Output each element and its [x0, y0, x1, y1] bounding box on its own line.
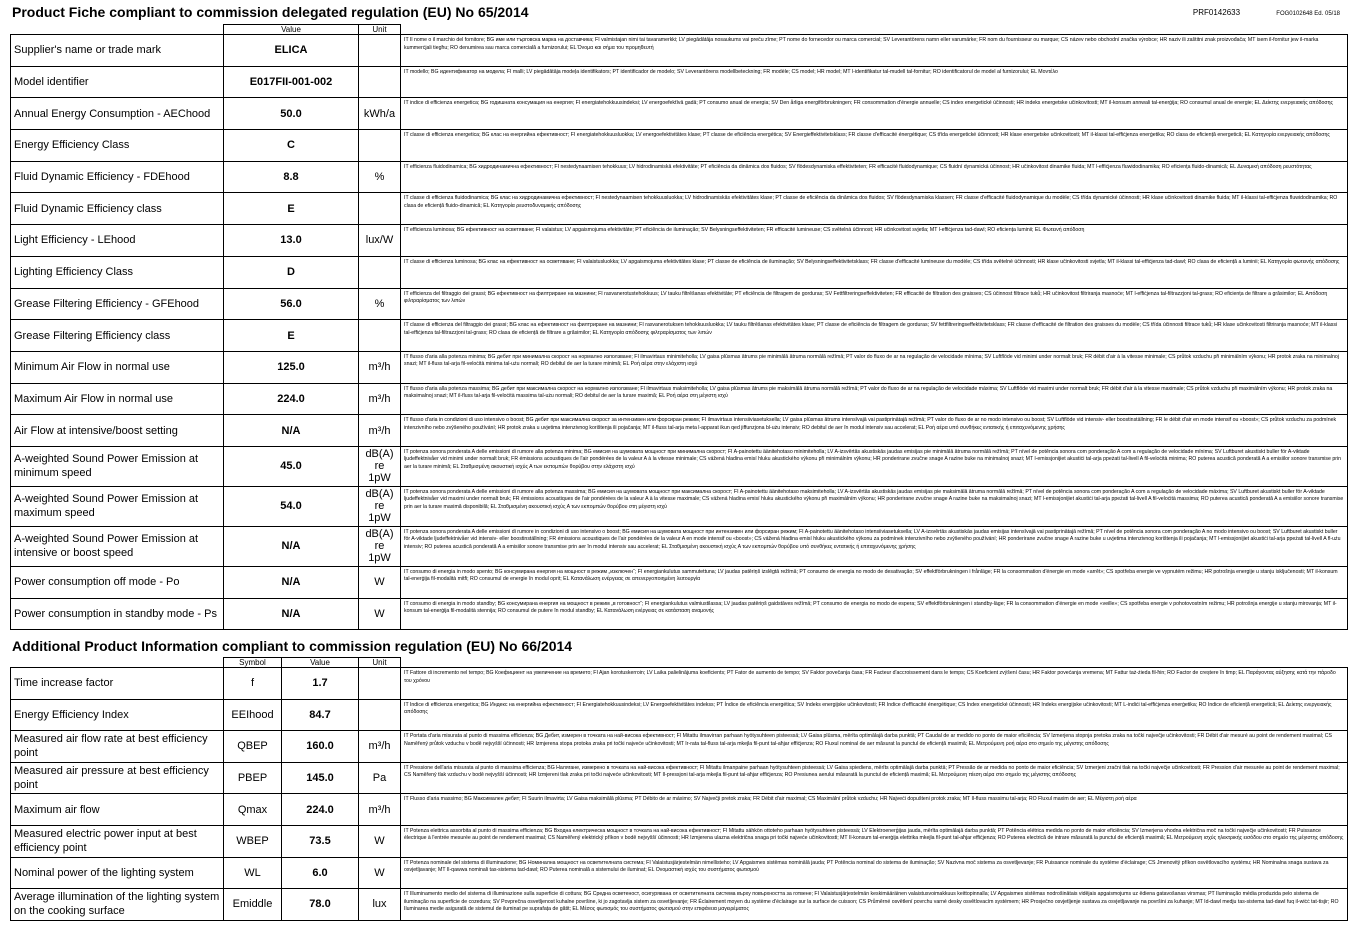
parameter-unit: [359, 668, 401, 700]
parameter-translations: IT classe di efficienza fluidodinamica; BG клас на хидродинамична ефективност; FI nestedynaamisen tehokkuusluokka; LV hidrodinamiskās efektivitātes klase; PT classe de eficiência da dinâmica dos fluidos; SV flödesdynamiska klassen; FR classe d'efficacité fluidodynamique du modèle; CS třída dynamické účinnosti; HR klase učinkovitosti dinamike fluida; MT il-klassi tal-effiċjenza fluwidodinamika; RO clasa de eficiență fluido-dinamică; EL Κατηγορία ρευστοδυναμικής απόδοσης: [401, 193, 1348, 225]
parameter-value: 145.0: [282, 762, 359, 794]
parameter-translations: IT potenza sonora ponderata A delle emissioni di rumore in condizioni di uso intensivo o boost; BG емисия на шумовата мощност при интензивен или форсиран режим; FI A-painotettu äänitehotaso intensiiviasetuksella; LV A-izsvērtās akustiskās jaudas emisijas intensīvajā vai pastiprinātajā režīmā; PT nível de potência sonora com ponderação A no modo intensivo ou boost; SV Luftburet akustiskt buller för A-viktade ljudeffektnivåer vid intensiv- eller boostinställning; FR émissions acoustiques de l'air pondérées de la valeur A en mode intensif ou «boost»; CS vážená hladina emisí hluku akustického výkonu za podmínek intenzivního nebo zvýšeného používání; HR ponderirane zvučne snage A razine buke u uvjetima intenzivnog korištenja ili pojačanja; MT l-emissjonijiet akustiċi tal-arja ppeżati tal-livell A fl-użu intensiv; RO puterea acustică ponderată A a emisiilor sonore transmise prin aer în modul intensiv sau accelerat; EL Σταθμισμένη ακουστική ισχύς Α των εκπομπών θορύβου υπό συνθήκες εντατικής ή επιταχυνόμενης χρήσης: [401, 526, 1348, 566]
fiche-row: [11, 98, 1348, 130]
parameter-unit: dB(A) re 1pW: [359, 526, 401, 566]
parameter-translations: IT Flusso d'aria massimo; BG Максимален дебит; FI Suurin ilmavirta; LV Gaisa maksimālā plūsma; PT Débito de ar máximo; SV Največji pretok zraka; FR Débit d'air maximal; CS Maximální průtok vzduchu; HR Najveći dopušteni protok zraka; MT Il-fluss massimu tal-arja; RO Fluxul maxim de aer; EL Μέγιστη ροή αέρα: [401, 794, 1348, 826]
additional-header-row: [11, 658, 1348, 668]
parameter-unit: [359, 699, 401, 731]
parameter-translations: IT classe di efficienza luminosa; BG клас на ефективност на осветяване; FI valaistusluokka; LV apgaismojuma efektivitātes klase; PT classe de eficiência de iluminação; SV Belysningseffektivitetsklass; FR classe d'efficacité lumineuse du modèle; CS třída světelné účinnosti; HR klase učinkovitosti svjetla; MT il-klassi tal-effiċjenza tad-dawl; RO clasa de eficiență a luminii; EL Κατηγορία φωτεινής απόδοσης: [401, 256, 1348, 288]
additional-info-title: Additional Product Information compliant to commission regulation (EU) No 66/2014: [12, 638, 573, 654]
parameter-unit: [359, 35, 401, 67]
parameter-unit: m³/h: [359, 351, 401, 383]
additional-row: [11, 668, 1348, 700]
parameter-unit: m³/h: [359, 731, 401, 763]
parameter-symbol: EEIhood: [224, 699, 282, 731]
parameter-translations: IT Pressione dell'aria misurata al punto di massima efficienza; BG Налягане, измерено в точката на най-висока ефективност; FI Mitattu ilmanpaine parhaan hyötysuhteen pisteessä; LV Gaisa spiediens, mērīts optimālajā darba punktā; PT Pressão de ar medida no ponto de maior eficiência; SV Izmerjeni zračni tlak na točki največje učinkovitosti; FR Pression d'air mesurée au point de rendement maximal; CS Naměřený tlak vzduchu v bodě nejvyšší účinnosti; HR Izmjereni tlak zraka pri točki najveće učinkovitosti; MT Il-pressjoni tal-arja mkejla fil-punt tal-aħjar effiċjenza; RO Presiunea aerului măsurată la punctul de eficiență maximă; EL Μετρούμενη πίεση αέρα στο σημείο της μέγιστης απόδοσης: [401, 762, 1348, 794]
parameter-translations: IT Portata d'aria misurata al punto di massima efficienza; BG Дебит, измерен в точката на най-висока ефективност; FI Mitattu ilmavirran parhaan hyötysuhteen pisteessä; LV Gaisa plūsma, mērīta optimālajā darba punktā; PT Caudal de ar medido no ponto de maior eficiência; SV Izmerjena stopnja pretoka zraka na točki največje učinkovitosti; FR Débit d'air mesuré au point de rendement maximal; CS Naměřený průtok vzduchu v bodě nejvyšší účinnosti; HR Izmjerena stopa protoka zraka pri točki najveće učinkovitosti; MT Ir-rata tal-fluss tal-arja mkejla fil-punt tal-aħjar effiċjenza; RO Fluxul nominal de aer măsurat la punctul de eficiență maximă; EL Μετρούμενη ροή αέρα στο σημείο της μέγιστης απόδοσης: [401, 731, 1348, 763]
parameter-value: 224.0: [224, 383, 359, 415]
parameter-label: Measured electric power input at best efficiency point: [11, 825, 224, 857]
fiche-row: [11, 256, 1348, 288]
header-value: Value: [282, 658, 359, 668]
parameter-unit: [359, 320, 401, 352]
parameter-translations: IT Illuminamento medio del sistema di illuminazione sulla superficie di cottura; BG Средна осветеност, осигурявана от осветителната система върху повърхността за готвене; FI Valaistusjärjestelmän keskimääräinen valaistusvoimakkuus keittopinnalla; LV Apgaismes sistēmas nodrošinātais vidējais apgaismojums uz ēdiena gatavošanas virsmas; PT Iluminação média produzida pelo sistema de iluminação na superfície de cozedura; SV Povprečna osvetljenost kuhalne površine, ki jo zagotavlja sistem za osvetljevanje; FR Éclairement moyen du système d'éclairage sur la surface de cuisson; CS Průměrné osvětlení povrchu varné desky osvětlovacím systémem; HR Prosječno osvjetljenje sustava za osvjetljavanje na površini za kuhanje; MT Id-dawl medju tas-sistema tad-dawl fuq il-wiċċ tat-tisjir; RO Iluminarea medie asigurată de sistemul de iluminat pe suprafața de gătit; EL Μέσος φωτισμός του συστήματος φωτισμού στην επιφάνεια μαγειρέματος: [401, 889, 1348, 921]
parameter-label: A-weighted Sound Power Emission at intensive or boost speed: [11, 526, 224, 566]
parameter-unit: lux/W: [359, 225, 401, 257]
fiche-row: [11, 288, 1348, 320]
parameter-translations: IT Il nome o il marchio del fornitore; BG име или търговска марка на доставчика; FI valmistajan nimi tai tavaramerkki; LV piegādātāja nosaukums vai preču zīme; PT nome do fornecedor ou marca comercial; SV Leverantörens namn eller varumärke; FR nom du fournisseur ou marque; CS název nebo obchodní značka výrobce; HR naziv ili zaštitni znak proizvođača; MT isem il-fornitur jew il-marka kummerċjali tiegħu; RO denumirea sau marca comercială a furnizorului; EL Όνομα και σήμα του προμηθευτή: [401, 35, 1348, 67]
parameter-value: 56.0: [224, 288, 359, 320]
doc-ref-edition: FOG0102648 Ed. 05/18: [1276, 11, 1340, 17]
parameter-unit: m³/h: [359, 383, 401, 415]
parameter-translations: IT modello; BG идентификатор на модела; FI malli; LV piegādātāja modeļa identifikators; PT identificador de modelo; SV Leverantörens modellbeteckning; FR modèle; CS model; HR model; MT l-identifikatur tal-mudell tal-fornitur; RO identificatorul de model al furnizorului; EL Μοντέλο: [401, 66, 1348, 98]
parameter-value: 45.0: [224, 446, 359, 486]
parameter-label: Light Efficiency - LEhood: [11, 225, 224, 257]
parameter-label: Supplier's name or trade mark: [11, 35, 224, 67]
parameter-unit: [359, 193, 401, 225]
parameter-unit: %: [359, 161, 401, 193]
parameter-value: 54.0: [224, 486, 359, 526]
parameter-translations: IT flusso d'aria in condizioni di uso intensivo o boost; BG дебит при максимална скорост за интензивен или форсиран режим; FI ilmavirtaus intensiiviasetuksella; LV gaisa plūsmas ātrums intensīvajā vai pastiprinātajā režīmā; PT valor do fluxo de ar no modo intensivo ou boost; SV Luftflöde vid intensiv- eller boostinställning; FR le débit d'air en mode intensif ou «boost»; CS průtok vzduchu za podmínek intenzivního nebo zvýšeného používání; HR protok zraka u uvjetima intenzivnog korištenja ili pojačanja; MT il-fluss tal-arja meta l-apparat ikun qed jiffunzjona bl-użu intensiv; RO debitul de aer în modul intensiv sau accelerat; EL Ροή αέρα υπό συνθήκες εντατικής ή επιταχυνόμενης χρήσης: [401, 415, 1348, 447]
parameter-label: Fluid Dynamic Efficiency - FDEhood: [11, 161, 224, 193]
additional-info-table: [10, 657, 1348, 921]
parameter-label: Lighting Efficiency Class: [11, 256, 224, 288]
parameter-translations: IT Potenza nominale del sistema di illuminazione; BG Номинална мощност на осветителната система; FI Valaistusjärjestelmän nimellisteho; LV Apgaismes sistēmas nominālā jauda; PT Potência nominal do sistema de iluminação; SV Nazivna moč sistema za osvetljevanje; FR Puissance nominale du système d'éclairage; CS Jmenovitý příkon osvětlovacího systému; HR Nominalna snaga sustava za osvjetljavanje; MT Il-qawwa nominali tas-sistema tad-dawl; RO Puterea nominală a sistemului de iluminat; EL Ονομαστική ισχύς του συστήματος φωτισμού: [401, 857, 1348, 889]
fiche-row: [11, 193, 1348, 225]
parameter-unit: W: [359, 857, 401, 889]
parameter-symbol: WL: [224, 857, 282, 889]
parameter-unit: dB(A) re 1pW: [359, 446, 401, 486]
additional-row: [11, 762, 1348, 794]
additional-row: [11, 699, 1348, 731]
fiche-row: [11, 486, 1348, 526]
parameter-translations: IT Fattore di incremento nel tempo; BG Коефициент на увеличение на времето; FI Ajan korotuskerroin; LV Laika palielinājuma koeficients; PT Fator de aumento de tempo; SV Faktor povečanja časa; FR Facteur d'accroissement dans le temps; CS Koeficient zvýšení času; HR Faktor povećanja vremena; MT Fattur taż-żieda fil-ħin; RO Factor de creștere în timp; EL Παράγοντας αύξησης κατά την πάροδο του χρόνου: [401, 668, 1348, 700]
additional-row: [11, 889, 1348, 921]
fiche-row: [11, 526, 1348, 566]
parameter-unit: %: [359, 288, 401, 320]
parameter-unit: dB(A) re 1pW: [359, 486, 401, 526]
parameter-label: Maximum Air Flow in normal use: [11, 383, 224, 415]
fiche-row: [11, 35, 1348, 67]
parameter-translations: IT efficienza del filtraggio dei grassi; BG ефективност на филтриране на мазнини; FI rasvanerotustehokkuus; LV tauku filtrēšanas efektivitāte; PT eficiência de filtragem de gorduras; SV Fettfiltreringseffektiviteten; FR efficacité de filtration des graisses; CS účinnost filtrace tuků; HR učinkovitost filtriranja masnoće; MT l-effiċjenza tal-filtrazzjoni tal-grass; RO eficiența de filtrare a grăsimilor; EL Απόδοση φιλτραρίσματος των λιπών: [401, 288, 1348, 320]
fiche-row: [11, 320, 1348, 352]
parameter-label: Air Flow at intensive/boost setting: [11, 415, 224, 447]
parameter-label: Time increase factor: [11, 668, 224, 700]
parameter-label: Energy Efficiency Class: [11, 130, 224, 162]
parameter-label: A-weighted Sound Power Emission at minimum speed: [11, 446, 224, 486]
parameter-value: ELICA: [224, 35, 359, 67]
parameter-value: 78.0: [282, 889, 359, 921]
parameter-label: Measured air flow rate at best efficiency point: [11, 731, 224, 763]
doc-ref-code: PRF0142633: [1192, 8, 1241, 17]
parameter-unit: [359, 66, 401, 98]
parameter-value: N/A: [224, 526, 359, 566]
parameter-value: E: [224, 320, 359, 352]
fiche-row: [11, 351, 1348, 383]
parameter-unit: W: [359, 598, 401, 630]
additional-row: [11, 794, 1348, 826]
parameter-unit: [359, 130, 401, 162]
parameter-unit: W: [359, 825, 401, 857]
fiche-row: [11, 415, 1348, 447]
parameter-translations: IT Potenza elettrica assorbita al punto di massima efficienza; BG Входна електрическа мощност в точката на най-висока ефективност; FI Mitattu sähkön ottoteho parhaan hyötysuhteen pisteessä; LV Elektroenerģijas jauda, mērīta optimālajā darba punktā; PT Potência elétrica medida no ponto de maior eficiência; SV Izmerjena vhodna električna moč na točki največje učinkovitosti; FR Puissance électrique à l'entrée mesurée au point de rendement maximal; CS Naměřený elektrický příkon v bodě nejvyšší účinnosti; HR Izmjerena ulazna električna snaga pri točki najveće učinkovitosti; MT Il-konsum tal-enerġija elettrika mkejla fil-punt tal-aħjar effiċjenza; RO Puterea electrică de intrare măsurată la punctul de eficiență maximă; EL Μετρούμενη ισχύς ηλεκτρικής εισόδου στο σημείο της μέγιστης απόδοσης: [401, 825, 1348, 857]
fiche-header-row: [11, 25, 1348, 35]
fiche-title: Product Fiche compliant to commission delegated regulation (EU) No 65/2014: [12, 4, 529, 20]
parameter-label: Grease Filtering Efficiency class: [11, 320, 224, 352]
parameter-value: 224.0: [282, 794, 359, 826]
parameter-label: Average illumination of the lighting system on the cooking surface: [11, 889, 224, 921]
parameter-value: 6.0: [282, 857, 359, 889]
parameter-translations: IT consumo di energia in modo standby; BG консумирана енергия на мощност в режим „в готовност“; FI energiankulutus valmiustilassa; LV jaudas patēriņš gaidstāves režīmā; PT consumo de energia no modo de espera; SV effektförbrukningen i standby-läge; FR la consommation d'énergie en mode «veille»; CS spotřeba energie v pohotovostním režimu; HR potrošnja energije u stanju mirovanja; MT il-konsum tal-enerġija fil-modalità stennija; RO consumul de putere în modul standby; EL Κατανάλωση ενέργειας σε κατάσταση αναμονής: [401, 598, 1348, 630]
parameter-value: 50.0: [224, 98, 359, 130]
parameter-translations: IT consumo di energia in modo spento; BG консумирана енергия на мощност в режим „изключен“; FI energiankulutus sammutettuna; LV jaudas patēriņš izslēgtā režīmā; PT consumo de energia no modo de desativação; SV effektförbrukningen i frånläge; FR la consommation d'énergie en mode «arrêt»; CS spotřeba energie ve vypnutém režimu; HR potrošnja energije u stanju isključenosti; MT il-konsum tal-enerġija fil-modalità mitfi; RO consumul de energie în modul oprit; EL Κατανάλωση ενέργειας σε απενεργοποιημένη λειτουργία: [401, 566, 1348, 598]
parameter-unit: m³/h: [359, 415, 401, 447]
fiche-row: [11, 225, 1348, 257]
header-blank: [11, 25, 224, 35]
header-symbol: Symbol: [224, 658, 282, 668]
parameter-label: Fluid Dynamic Efficiency class: [11, 193, 224, 225]
parameter-translations: IT flusso d'aria alla potenza minima; BG дебит при минимална скорост на нормално използване; FI ilmavirtaus minimiteholla; LV gaisa plūsmas ātrums pie minimālā ātruma normālā režīmā; PT valor do fluxo de ar na regulação de velocidade mínima; SV Luftflöde vid minimi under normalt bruk; FR débit d'air à la vitesse minimale; CS průtok vzduchu při minimálním výkonu; HR protok zraka na minimalnoj snazi; MT il-fluss tal-arja fil-veloċità minima tal-użu normali; RO debitul de aer la turare minimă; EL Ροή αέρα στην ελάχιστη ισχύ: [401, 351, 1348, 383]
fiche-row: [11, 446, 1348, 486]
parameter-value: 13.0: [224, 225, 359, 257]
parameter-value: N/A: [224, 415, 359, 447]
fiche-row: [11, 566, 1348, 598]
parameter-symbol: Qmax: [224, 794, 282, 826]
parameter-label: Minimum Air Flow in normal use: [11, 351, 224, 383]
parameter-label: A-weighted Sound Power Emission at maximum speed: [11, 486, 224, 526]
header-unit: Unit: [359, 658, 401, 668]
parameter-unit: [359, 256, 401, 288]
parameter-label: Power consumption off mode - Po: [11, 566, 224, 598]
parameter-label: Measured air pressure at best efficiency point: [11, 762, 224, 794]
header-blank: [401, 658, 1348, 668]
additional-row: [11, 825, 1348, 857]
fiche-row: [11, 383, 1348, 415]
parameter-label: Energy Efficiency Index: [11, 699, 224, 731]
header-unit: Unit: [359, 25, 401, 35]
parameter-value: 1.7: [282, 668, 359, 700]
fiche-row: [11, 66, 1348, 98]
parameter-unit: m³/h: [359, 794, 401, 826]
parameter-value: 84.7: [282, 699, 359, 731]
parameter-translations: IT indice di efficienza energetica; BG годишната консумация на енергия; FI energiatehokkuusindeksi; LV energoefektīvā gadā; PT consumo anual de energia; SV Den årliga energiförbrukningen; FR consommation d'énergie annuelle; CS index energetické účinnosti; HR indeks energetske učinkovitosti; MT il-konsum annwali tal-enerġija; RO consumul anual de energie; EL Δείκτης ενεργειακής απόδοσης: [401, 98, 1348, 130]
parameter-value: C: [224, 130, 359, 162]
parameter-value: N/A: [224, 598, 359, 630]
parameter-symbol: PBEP: [224, 762, 282, 794]
parameter-label: Annual Energy Consumption - AEChood: [11, 98, 224, 130]
parameter-unit: lux: [359, 889, 401, 921]
document-references: [1171, 8, 1340, 17]
additional-row: [11, 731, 1348, 763]
parameter-translations: IT potenza sonora ponderata A delle emissioni di rumore alla potenza massima; BG емисия на шумовата мощност при максимална скорост; FI A-painotettu äänitehotaso maksimiteholla; LV A-izsvērtās akustiskās jaudas emisijas pie maksimālā ātruma normālā režīmā; PT nível de potência sonora com ponderação A com a regulação de velocidade máxima; SV Luftburet akustiskt buller för A-viktade ljudeffektnivåer vid maximi under normalt bruk; FR émissions acoustiques de l'air pondérées de la valeur A à la vitesse maximale; CS vážená hladina emisí hluku akustického výkonu při maximálním výkonu; HR ponderirane zvučne snage A razine buke na maksimalnoj snazi; MT l-emissjonijiet akustiċi tal-arja ppeżati tal-livell A fil-veloċità massima; RO puterea acustică ponderată A a emisiilor sonore transmise prin aer la turare maximă disponibilă; EL Σταθμισμένη ακουστική ισχύς Α των εκπομπών θορύβου στη μέγιστη ισχύ: [401, 486, 1348, 526]
parameter-translations: IT Indice di efficienza energetica; BG Индекс на енергийна ефективност; FI Energiatehokkuusindeksi; LV Energoefektivitātes indekss; PT Índice de eficiência energética; SV Indeks energijske učinkovitosti; FR Indice d'efficacité énergétique; CS Index energetické účinnosti; HR Indeks energijske učinkovitosti; MT L-indiċi tal-effiċjenza enerġetika; RO Indice de eficiență energetică; EL Δείκτης ενεργειακής απόδοσης: [401, 699, 1348, 731]
header-blank: [401, 25, 1348, 35]
parameter-translations: IT classe di efficienza del filtraggio dei grassi; BG клас на ефективност на филтриране на мазнини; FI rasvanerotuksen tehokkuusluokka; LV tauku filtrēšanas efektivitātes klase; PT classe de eficiência de filtragem de gorduras; SV fettfiltreringseffektivitetsklass; FR classe d'efficacité de filtration des graisses du modèle; CS třída účinnosti filtrace tuků; HR klase učinkovitosti filtriranja masnoće; MT il-klassi tal-effiċjenza tal-filtrazzjoni tal-grass; RO clasa de eficiență de filtrare a grăsimilor; EL Κατηγορία απόδοσης φιλτραρίσματος των λιπών: [401, 320, 1348, 352]
parameter-translations: IT efficienza fluidodinamica; BG хидродинамична ефективност; FI nestedynaamisen tehokkuus; LV hidrodinamiskā efektivitāte; PT eficiência da dinâmica dos fluidos; SV flödesdynamiska effektiviteten; FR efficacité fluidodynamique; CS fluidní dynamická účinnost; HR učinkovitost dinamike fluida; MT l-effiċjenza fluwidodinamika; RO eficiența fluido-dinamică; EL Δυναμική απόδοση ρευστότητας: [401, 161, 1348, 193]
parameter-label: Model identifier: [11, 66, 224, 98]
parameter-symbol: Emiddle: [224, 889, 282, 921]
parameter-translations: IT potenza sonora ponderata A delle emissioni di rumore alla potenza minima; BG емисия на шумовата мощност при минимална скорост; FI A-painotettu äänitehotaso minimiteholla; LV A-izsvērtās akustiskās jaudas emisijas pie minimālā ātruma normālā režīmā; PT nível de potência sonora com ponderação A com a regulação de velocidade mínima; SV Luftburet akustiskt buller för A-viktade ljudeffektnivåer vid minimi under normalt bruk; FR émissions acoustiques de l'air pondérées de la valeur A à la vitesse minimale; CS vážená hladina emisí hluku akustického výkonu při minimálním výkonu; HR ponderirane zvučne snage A razine buke na minimalnoj snazi; MT l-emissjonijiet akustiċi tal-arja ppeżati tal-livell A fil-veloċità minima; RO puterea acustică ponderată A a emisiilor sonore transmise prin aer la turare minimă; EL Σταθμισμένη ακουστική ισχύς Α των εκπομπών θορύβου στην ελάχιστη ισχύ: [401, 446, 1348, 486]
header-blank: [11, 658, 224, 668]
parameter-value: 125.0: [224, 351, 359, 383]
parameter-unit: Pa: [359, 762, 401, 794]
parameter-value: E: [224, 193, 359, 225]
parameter-symbol: QBEP: [224, 731, 282, 763]
additional-row: [11, 857, 1348, 889]
parameter-symbol: f: [224, 668, 282, 700]
fiche-row: [11, 598, 1348, 630]
product-fiche-table: [10, 24, 1348, 630]
parameter-value: 8.8: [224, 161, 359, 193]
parameter-symbol: WBEP: [224, 825, 282, 857]
parameter-value: 160.0: [282, 731, 359, 763]
parameter-translations: IT classe di efficienza energetica; BG клас на енергийна ефективност; FI energiatehokkuusluokka; LV energoefektivitātes klase; PT classe de eficiência energética; SV Energieffektivitetsklass; FR classe d'efficacité énergétique; CS třída energetické účinnosti; HR klase energetske učinkovitosti; MT il-klassi tal-effiċjenza enerġetika; RO clasa de eficiență energetică; EL Κατηγορία ενεργειακής απόδοσης: [401, 130, 1348, 162]
parameter-label: Maximum air flow: [11, 794, 224, 826]
fiche-row: [11, 161, 1348, 193]
parameter-unit: W: [359, 566, 401, 598]
parameter-value: D: [224, 256, 359, 288]
header-value: Value: [224, 25, 359, 35]
parameter-label: Nominal power of the lighting system: [11, 857, 224, 889]
parameter-value: E017FII-001-002: [224, 66, 359, 98]
parameter-label: Power consumption in standby mode - Ps: [11, 598, 224, 630]
parameter-value: N/A: [224, 566, 359, 598]
parameter-unit: kWh/a: [359, 98, 401, 130]
parameter-value: 73.5: [282, 825, 359, 857]
parameter-label: Grease Filtering Efficiency - GFEhood: [11, 288, 224, 320]
parameter-translations: IT flusso d'aria alla potenza massima; BG дебит при максимална скорост на нормално използване; FI ilmavirtaus maksimiteholla; LV gaisa plūsmas ātrums pie maksimālā ātruma normālā režīmā; PT valor do fluxo de ar na regulação de velocidade máxima; SV Luftflöde vid maximi under normalt bruk; FR débit d'air à la vitesse maximale; CS průtok vzduchu při maximálním výkonu; HR protok zraka na maksimalnoj snazi; MT il-fluss tal-arja fil-veloċità massima tal-użu normali; RO debitul de aer la turare maximă; EL Ροή αέρα στη μέγιστη ισχύ: [401, 383, 1348, 415]
fiche-row: [11, 130, 1348, 162]
parameter-translations: IT efficienza luminosa; BG ефективност на осветяване; FI valaistus; LV apgaismojuma efektivitāte; PT eficiência de iluminação; SV Belysningseffektiviteten; FR efficacité lumineuse; CS světelná účinnost; HR učinkovitost svjetla; MT l-effiċjenza tad-dawl; RO eficiența luminii; EL Φωτεινή απόδοση: [401, 225, 1348, 257]
